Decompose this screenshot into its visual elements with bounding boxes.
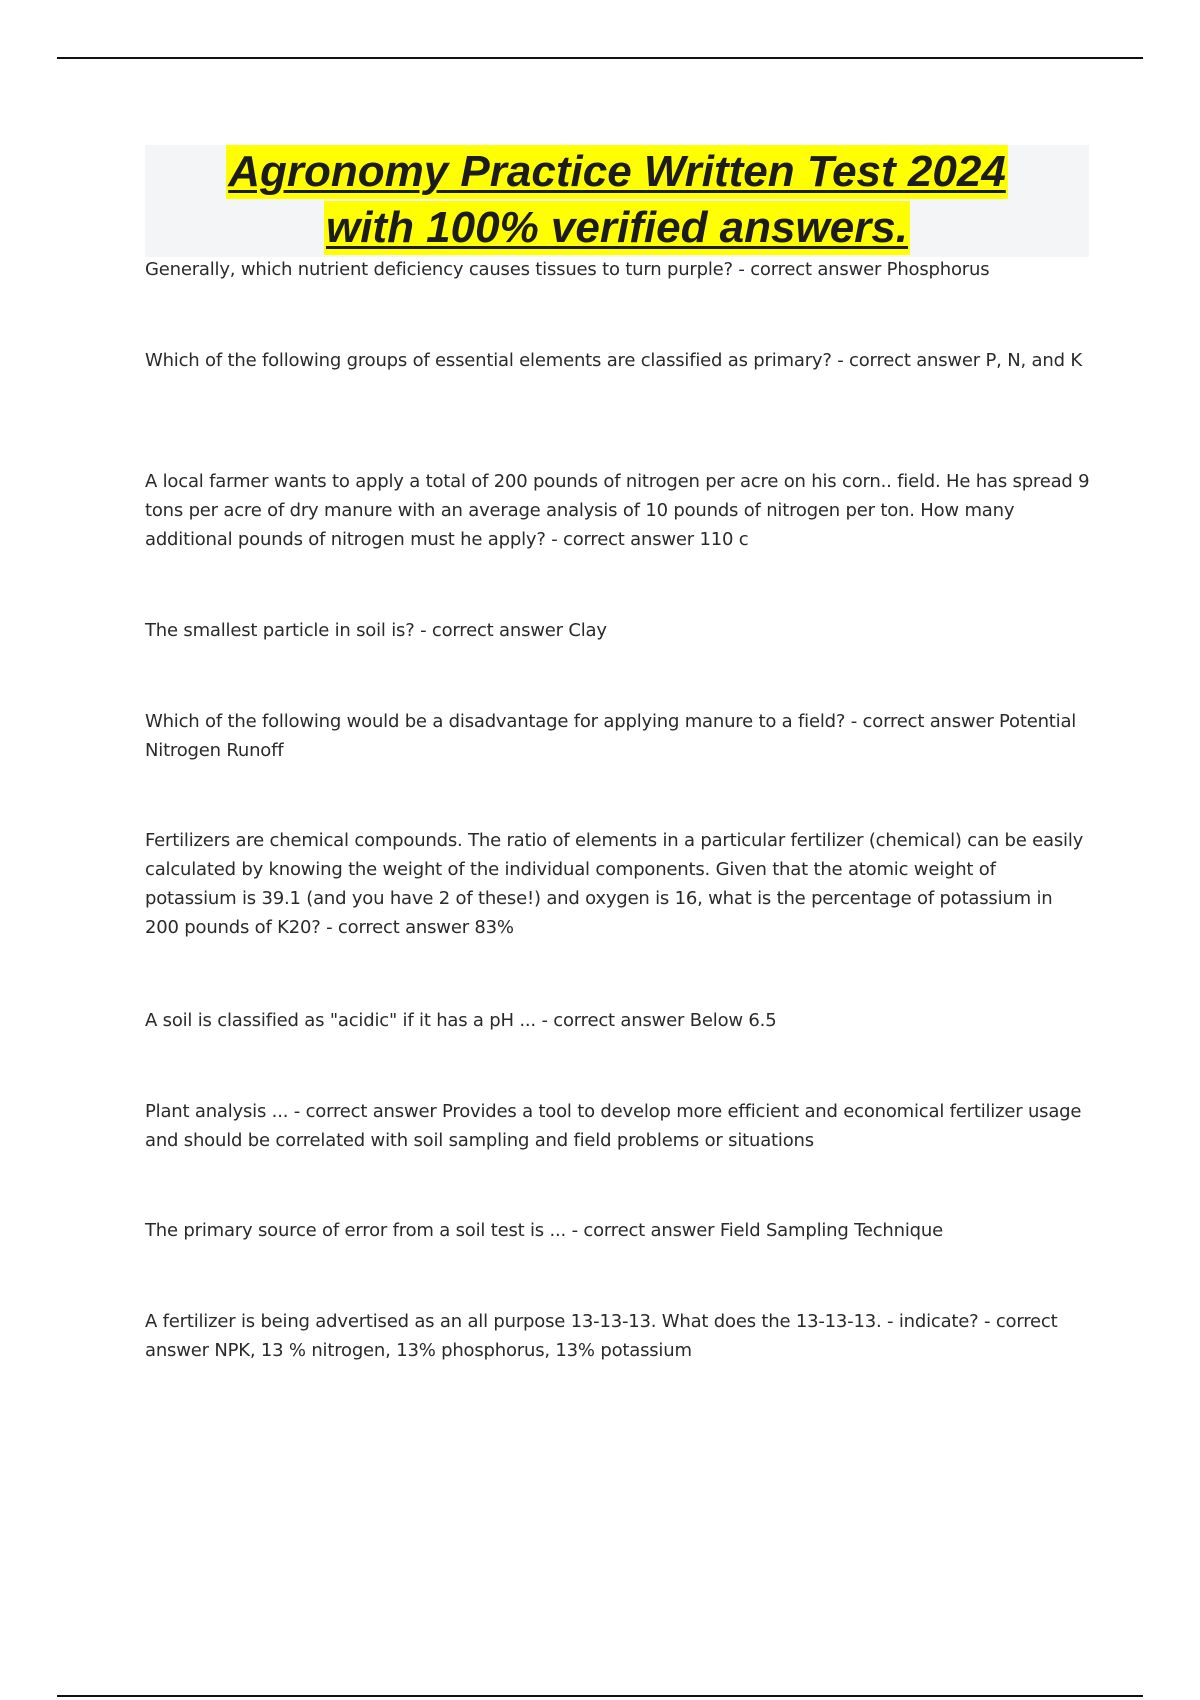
question-item-5: Which of the following would be a disadvantage for applying manure to a field? - correct answer Potential Nitrogen Runoff: [145, 711, 1077, 761]
question-item-3: A local farmer wants to apply a total of 200 pounds of nitrogen per acre on his corn.. field. He has spread 9 tons per acre of dry manure with an average analysis of 10 pounds of nitrogen per ton. How many additional pounds of nitrogen must he apply? - correct answer 110 c: [145, 471, 1090, 550]
question-item-4: The smallest particle in soil is? - correct answer Clay: [145, 620, 607, 641]
question-item-8: Plant analysis ... - correct answer Provides a tool to develop more efficient and economical fertilizer usage and should be correlated with soil sampling and field problems or situations: [145, 1101, 1082, 1151]
question-item-9: The primary source of error from a soil test is ... - correct answer Field Sampling Technique: [145, 1220, 943, 1241]
question-item-10: A fertilizer is being advertised as an all purpose 13-13-13. What does the 13-13-13. - indicate? - correct answer NPK, 13 % nitrogen, 13% phosphorus, 13% potassium: [145, 1311, 1058, 1361]
question-item-7: A soil is classified as "acidic" if it has a pH ... - correct answer Below 6.5: [145, 1010, 777, 1031]
question-item-2: Which of the following groups of essential elements are classified as primary? - correct answer P, N, and K: [145, 350, 1082, 371]
page-title-line-2: with 100% verified answers.: [324, 201, 910, 255]
page-title-line-1: Agronomy Practice Written Test 2024: [226, 145, 1008, 199]
bottom-rule: [57, 1695, 1143, 1697]
title-block: [145, 145, 1089, 257]
question-item-1: Generally, which nutrient deficiency causes tissues to turn purple? - correct answer Phosphorus: [145, 259, 990, 280]
top-rule: [57, 57, 1143, 59]
question-item-6: Fertilizers are chemical compounds. The ratio of elements in a particular fertilizer (chemical) can be easily calculated by knowing the weight of the individual components. Given that the atomic weight of potassium is 39.1 (and you have 2 of these!) and oxygen is 16, what is the percentage of potassium in 200 pounds of K20? - correct answer 83%: [145, 830, 1084, 938]
